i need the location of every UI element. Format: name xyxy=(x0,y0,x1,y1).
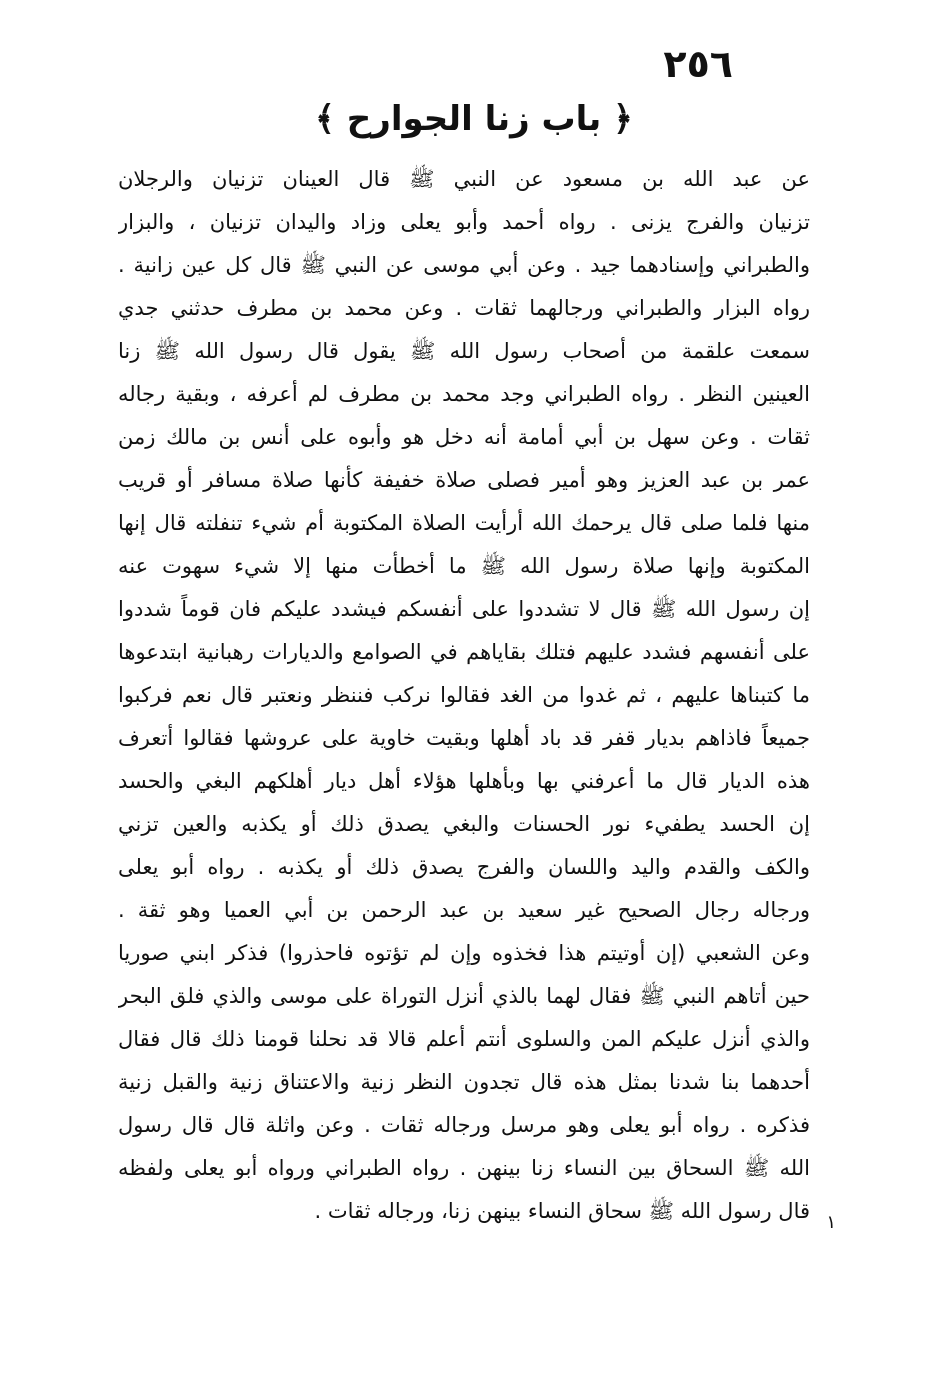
body-text xyxy=(118,158,810,1233)
text-line: والطبراني وإسنادهما جيد . وعن أبي موسى عن النبي ﷺ قال كل عين زانية . xyxy=(118,253,810,277)
text-line: حين أتاهم النبي ﷺ فقال لهما بالذي أنزل التوراة على موسى والذي فلق البحر xyxy=(118,984,810,1008)
text-line: سمعت علقمة من أصحاب رسول الله ﷺ يقول قال رسول الله ﷺ زنا xyxy=(118,339,810,363)
text-line: والذي أنزل عليكم المن والسلوى أنتم أعلم قالا قد نحلنا قومنا ذلك قال فقال xyxy=(118,1027,810,1051)
text-line: هذه الديار قال ما أعرفني بها وبأهلها هؤلاء أهل ديار أهلكهم البغي والحسد xyxy=(118,769,810,793)
text-line: ورجاله رجال الصحيح غير سعيد بن عبد الرحمن بن أبي العميا وهو ثقة . xyxy=(118,898,810,922)
text-line: رواه البزار والطبراني ورجالهما ثقات . وعن محمد بن مطرف حدثني جدي xyxy=(118,296,810,320)
text-line: قال رسول الله ﷺ سحاق النساء بينهن زنا، ورجاله ثقات . xyxy=(314,1199,810,1223)
text-line: على أنفسهم فشدد عليهم فتلك بقاياهم في الصوامع والديارات رهبانية ابتدعوها xyxy=(118,640,810,664)
text-line: وعن الشعبي (إن أوتيتم هذا فخذوه وإن لم تؤتوه فاحذروا) فذكر ابني صوريا xyxy=(118,941,810,965)
text-line: ما كتبناها عليهم ، ثم غدوا من الغد فقالوا نركب فننظر ونعتبر قال نعم فركبوا xyxy=(118,683,810,707)
text-line: ثقات . وعن سهل بن أبي أمامة أنه دخل هو وأبوه على أنس بن مالك زمن xyxy=(118,425,810,449)
text-line: الله ﷺ السحاق بين النساء زنا بينهن . رواه الطبراني ورواه أبو يعلى ولفظه xyxy=(118,1156,810,1180)
text-line: جميعاً فاذاهم بديار قفر قد باد أهلها وبقيت خاوية على عروشها فقالوا أتعرف xyxy=(118,726,810,750)
chapter-title: ﴿ باب زنا الجوارح ﴾ xyxy=(315,99,633,139)
text-line: أحدهما بنا شدنا بمثل هذه قال تجدون النظر زنية والاعتناق زنية والقبل زنية xyxy=(118,1070,810,1094)
text-line: العينين النظر . رواه الطبراني وجد محمد بن مطرف لم أعرفه ، وبقية رجاله xyxy=(118,382,810,406)
text-line: عن عبد الله بن مسعود عن النبي ﷺ قال العينان تزنيان والرجلان xyxy=(118,167,810,191)
text-line: تزنيان والفرج يزنى . رواه أحمد وأبو يعلى وزاد واليدان تزنيان ، والبزار xyxy=(118,210,810,234)
text-line: المكتوبة وإنها صلاة رسول الله ﷺ ما أخطأت منها إلا شيء سهوت عنه xyxy=(118,554,810,578)
text-line: عمر بن عبد العزيز وهو أمير فصلى صلاة خفيفة كأنها صلاة مسافر أو قريب xyxy=(118,468,810,492)
margin-mark: ١ xyxy=(826,1212,836,1233)
text-line: والكف والقدم واليد واللسان والفرج يصدق ذلك أو يكذبه . رواه أبو يعلى xyxy=(118,855,810,879)
text-line: منها فلما صلى قال يرحمك الله أرأيت الصلاة المكتوبة أم شيء تنفلته قال إنها xyxy=(118,511,810,535)
text-line: فذكره . رواه أبو يعلى وهو مرسل ورجاله ثقات . وعن واثلة قال قال رسول xyxy=(118,1113,810,1137)
text-line: إن الحسد يطفيء نور الحسنات والبغي يصدق ذلك أو يكذبه والعين تزني xyxy=(118,812,810,836)
page-number: ٢٥٦ xyxy=(663,42,733,86)
text-line: إن رسول الله ﷺ قال لا تشددوا على أنفسكم فيشدد عليكم فان قوماً شددوا xyxy=(118,597,810,621)
